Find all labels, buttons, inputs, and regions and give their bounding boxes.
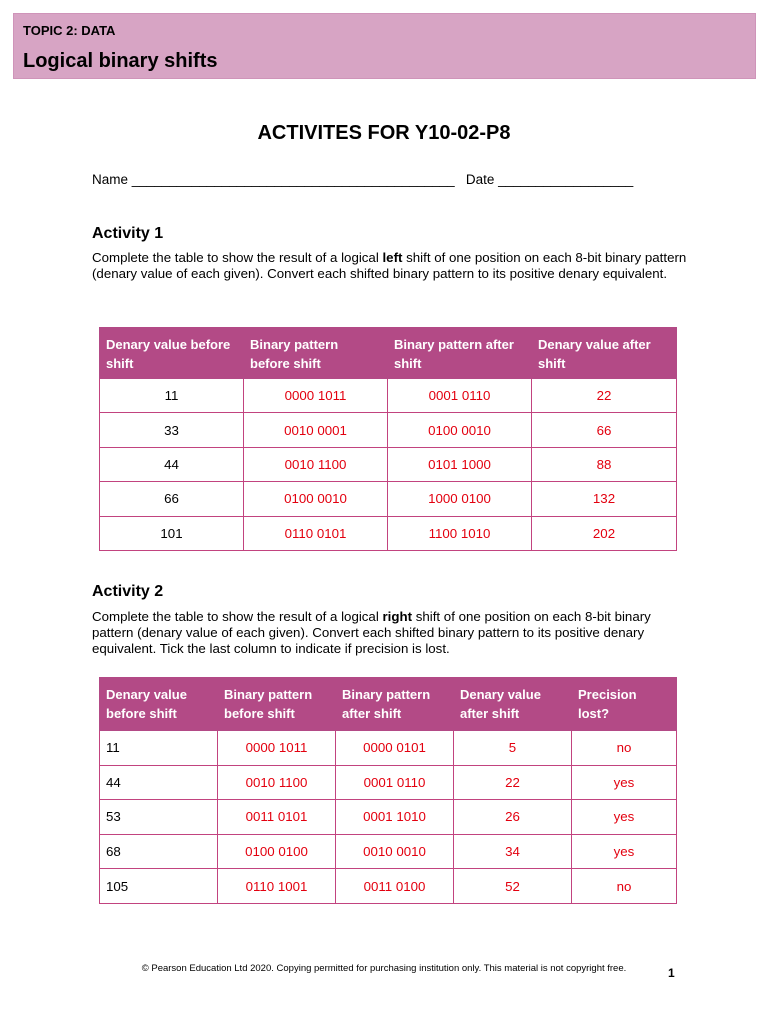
name-date-line: Name ___________________________________________ Date __________________ (92, 172, 634, 187)
answer-cell: yes (572, 800, 677, 835)
answer-cell: 0000 1011 (218, 731, 336, 766)
answer-cell: 34 (454, 834, 572, 869)
answer-cell: 0101 1000 (388, 447, 532, 481)
answer-cell: 88 (532, 447, 677, 481)
answer-cell: 22 (532, 379, 677, 413)
answer-cell: 0010 1100 (244, 447, 388, 481)
answer-cell: 0000 0101 (336, 731, 454, 766)
column-header: Denary value before shift (100, 328, 244, 379)
given-value-cell: 44 (100, 765, 218, 800)
answer-cell: 0010 0001 (244, 413, 388, 447)
column-header: Precision lost? (572, 678, 677, 731)
answer-cell: 22 (454, 765, 572, 800)
answer-cell: 0100 0010 (244, 482, 388, 516)
answer-cell: 0001 1010 (336, 800, 454, 835)
activity-1-instruction-end: shift of one position on each 8-bit binary pattern (denary value of each given). Convert each shifted binary pattern to its positive denary equivalent. (92, 250, 687, 281)
answer-cell: no (572, 869, 677, 904)
banner-title: Logical binary shifts (23, 50, 218, 72)
answer-cell: 0010 0010 (336, 834, 454, 869)
activity-1-heading: Activity 1 (92, 225, 164, 242)
answer-cell: 132 (532, 482, 677, 516)
column-header: Denary value before shift (100, 678, 218, 731)
topic-banner (13, 13, 756, 79)
answer-cell: 0100 0100 (218, 834, 336, 869)
given-value-cell: 66 (100, 482, 244, 516)
activity-2-table (99, 677, 677, 904)
table-row (100, 765, 677, 800)
activity-1-instruction-emphasis: left (382, 250, 403, 265)
activity-2-instruction-start: Complete the table to show the result of a logical (92, 609, 383, 624)
answer-cell: 52 (454, 869, 572, 904)
given-value-cell: 11 (100, 731, 218, 766)
given-value-cell: 53 (100, 800, 218, 835)
copyright-notice: © Pearson Education Ltd 2020. Copying permitted for purchasing institution only. This material is not copyright free. (141, 963, 627, 974)
table-row (100, 731, 677, 766)
activity-1-instructions (92, 250, 692, 282)
activity-2-instructions (92, 609, 692, 657)
answer-cell: no (572, 731, 677, 766)
table-row (100, 834, 677, 869)
answer-cell: 0001 0110 (388, 379, 532, 413)
column-header: Binary pattern before shift (244, 328, 388, 379)
answer-cell: 1100 1010 (388, 516, 532, 550)
activity-2-instruction-emphasis: right (382, 609, 413, 624)
table-row (100, 800, 677, 835)
given-value-cell: 33 (100, 413, 244, 447)
column-header: Denary value after shift (454, 678, 572, 731)
topic-label: TOPIC 2: DATA (23, 23, 116, 38)
given-value-cell: 44 (100, 447, 244, 481)
answer-cell: 5 (454, 731, 572, 766)
answer-cell: 26 (454, 800, 572, 835)
answer-cell: 0001 0110 (336, 765, 454, 800)
activity-2-heading: Activity 2 (92, 583, 164, 600)
answer-cell: 0110 0101 (244, 516, 388, 550)
activity-1-instruction-start: Complete the table to show the result of a logical (92, 250, 383, 265)
answer-cell: 0110 1001 (218, 869, 336, 904)
table-row (100, 413, 677, 447)
column-header: Denary value after shift (532, 328, 677, 379)
table-row (100, 379, 677, 413)
given-value-cell: 68 (100, 834, 218, 869)
page-title: ACTIVITES FOR Y10-02-P8 (257, 122, 511, 144)
table-row (100, 869, 677, 904)
column-header: Binary pattern before shift (218, 678, 336, 731)
table-row (100, 516, 677, 550)
answer-cell: yes (572, 765, 677, 800)
given-value-cell: 101 (100, 516, 244, 550)
answer-cell: 0010 1100 (218, 765, 336, 800)
answer-cell: 66 (532, 413, 677, 447)
table-row (100, 482, 677, 516)
answer-cell: 0100 0010 (388, 413, 532, 447)
column-header: Binary pattern after shift (336, 678, 454, 731)
answer-cell: 1000 0100 (388, 482, 532, 516)
page-number: 1 (668, 966, 675, 980)
answer-cell: 0011 0101 (218, 800, 336, 835)
given-value-cell: 105 (100, 869, 218, 904)
answer-cell: 0000 1011 (244, 379, 388, 413)
activity-1-table (99, 327, 677, 551)
table-row (100, 447, 677, 481)
answer-cell: 202 (532, 516, 677, 550)
answer-cell: yes (572, 834, 677, 869)
column-header: Binary pattern after shift (388, 328, 532, 379)
answer-cell: 0011 0100 (336, 869, 454, 904)
given-value-cell: 11 (100, 379, 244, 413)
activity-2-instruction-end: shift of one position on each 8-bit binary pattern (denary value of each given). Convert each shifted binary pattern to its positive denary equivalent. Tick the last column to indicate if precision is lost. (92, 609, 651, 656)
